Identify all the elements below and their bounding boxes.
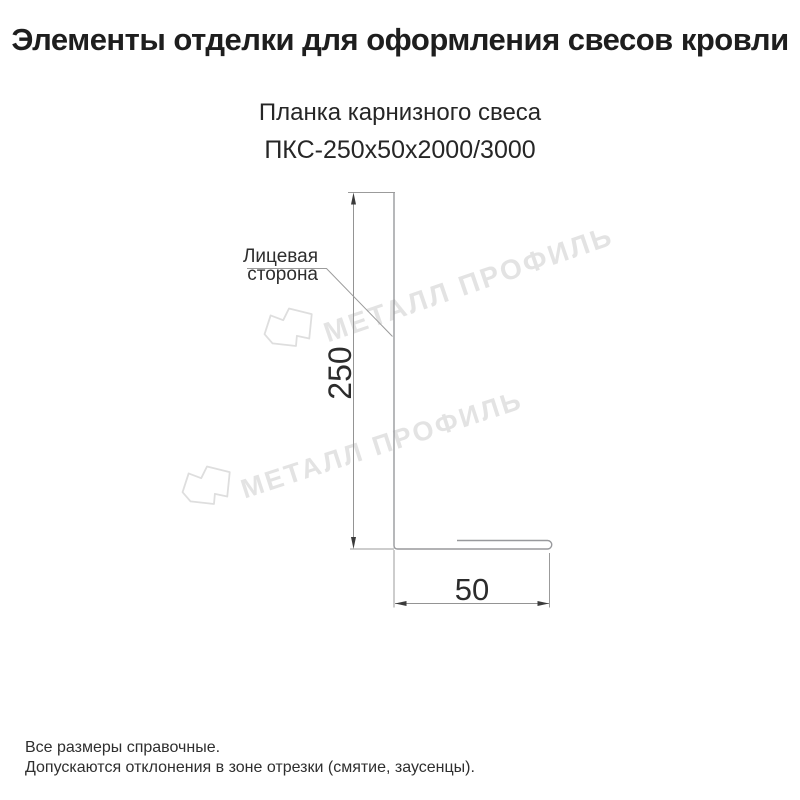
note-line: Допускаются отклонения в зоне отрезки (смятие, заусенцы).	[25, 759, 475, 776]
brand-watermark-text: МЕТАЛЛ ПРОФИЛЬ	[237, 384, 527, 505]
face-side-label-line2: сторона	[247, 264, 318, 285]
face-side-label	[228, 248, 318, 284]
arrow-right-icon	[538, 601, 550, 606]
dimension-width-label: 50	[454, 572, 490, 607]
dimension-height-label: 250	[321, 346, 358, 400]
page-title: Элементы отделки для оформления свесов кровли	[11, 22, 789, 57]
face-side-label-line1: Лицевая	[242, 246, 318, 267]
arrow-down-icon	[351, 537, 356, 549]
brand-watermark-text: МЕТАЛЛ ПРОФИЛЬ	[319, 219, 618, 349]
note-line: Все размеры справочные.	[25, 739, 221, 756]
arrow-up-icon	[351, 193, 356, 205]
footnotes	[25, 738, 475, 778]
arrow-left-icon	[395, 601, 407, 606]
product-name: Планка карнизного свеса	[258, 99, 542, 126]
product-sku: ПКС-250х50х2000/3000	[264, 136, 536, 164]
profile-outline	[394, 193, 552, 549]
